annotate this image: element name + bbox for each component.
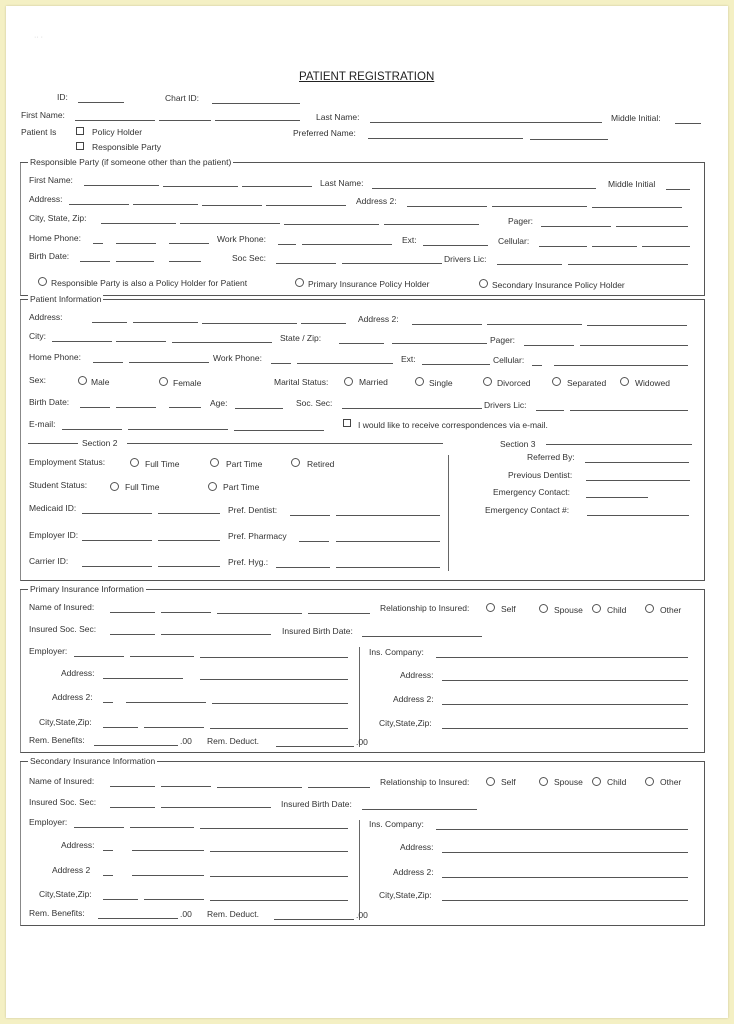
secondary-insurance-legend: Secondary Insurance Information [30, 756, 156, 766]
pi-zip-field[interactable] [210, 728, 348, 729]
pi-rem-deduct-cents: .00 [356, 737, 368, 747]
si-address2-right-field[interactable] [442, 877, 688, 878]
pt-state-zip-label: State / Zip: [280, 333, 322, 343]
rp-address2-label: Address 2: [356, 196, 397, 206]
si-relationship-label: Relationship to Insured: [380, 777, 470, 787]
rp-drivers-lic-field-2[interactable] [568, 264, 688, 265]
rp-pager-label: Pager: [508, 216, 534, 226]
pt-home-phone-label: Home Phone: [29, 352, 81, 362]
si-city-state-zip-label: City,State,Zip: [39, 889, 92, 899]
section3-rule [546, 444, 692, 445]
rp-zip-field-2[interactable] [384, 224, 479, 225]
s2-pref-hyg-field-2[interactable] [336, 567, 440, 568]
rp-first-name-field-3[interactable] [242, 186, 312, 187]
si-city-state-zip-right-field[interactable] [442, 900, 688, 901]
s2-full-time-radio[interactable] [130, 458, 139, 467]
pt-separated-label: Separated [567, 378, 607, 388]
pi-self-radio[interactable] [486, 603, 495, 612]
si-name-of-insured-label: Name of Insured: [29, 776, 95, 786]
pi-name-of-insured-field-2[interactable] [161, 612, 211, 613]
pi-city-field[interactable] [103, 727, 138, 728]
si-zip-field[interactable] [210, 900, 348, 901]
rp-city-state-zip-label: City, State, Zip: [29, 213, 87, 223]
section-divider [448, 455, 449, 571]
s2-medicaid-id-field-2[interactable] [158, 513, 220, 514]
s2-part-time-radio[interactable] [210, 458, 219, 467]
pi-address-right-field[interactable] [442, 680, 688, 681]
pt-email-field-3[interactable] [234, 430, 324, 431]
s3-emergency-contact-num-label: Emergency Contact #: [485, 505, 570, 515]
s3-previous-dentist-field[interactable] [586, 480, 690, 481]
si-rem-deduct-cents: .00 [356, 910, 368, 920]
pi-address-field-2[interactable] [200, 679, 348, 680]
s2-employer-id-label: Employer ID: [29, 530, 79, 540]
patient-is-label: Patient Is [21, 127, 57, 137]
pt-drivers-lic-field-2[interactable] [570, 410, 688, 411]
pt-address2-label: Address 2: [358, 314, 399, 324]
si-self-radio[interactable] [486, 777, 495, 786]
rp-address-field-3[interactable] [202, 205, 262, 206]
last-name-label: Last Name: [316, 112, 360, 122]
pt-work-phone-field[interactable] [297, 363, 393, 364]
si-rem-deduct-label: Rem. Deduct. [207, 909, 259, 919]
si-address-label: Address: [61, 840, 95, 850]
responsible-party-label: Responsible Party [92, 142, 161, 152]
pi-name-of-insured-field-3[interactable] [217, 613, 302, 614]
si-address-field[interactable] [103, 850, 113, 851]
si-spouse-radio[interactable] [539, 777, 548, 786]
first-name-label: First Name: [21, 110, 65, 120]
pt-single-radio[interactable] [415, 377, 424, 386]
pt-city-field-2[interactable] [116, 341, 166, 342]
pi-insured-soc-sec-field[interactable] [110, 634, 155, 635]
pi-rem-deduct-label: Rem. Deduct. [207, 736, 259, 746]
pi-address2-field[interactable] [103, 702, 113, 703]
first-name-field[interactable] [75, 120, 155, 121]
pi-rem-benefits-label: Rem. Benefits: [29, 735, 85, 745]
pt-married-radio[interactable] [344, 377, 353, 386]
rp-policy-holder-option: Responsible Party is also a Policy Holder for Patient [51, 278, 248, 288]
responsible-party-checkbox[interactable] [76, 142, 84, 150]
rp-zip-field[interactable] [284, 224, 379, 225]
id-field[interactable] [78, 102, 124, 103]
pt-address2-field-3[interactable] [587, 325, 687, 326]
rp-birth-date-field[interactable] [80, 261, 110, 262]
s2-pref-dentist-field[interactable] [290, 515, 330, 516]
s2-pref-hyg-field[interactable] [276, 567, 330, 568]
pt-zip-field[interactable] [392, 343, 487, 344]
s2-carrier-id-label: Carrier ID: [29, 556, 69, 566]
pt-female-label: Female [173, 378, 202, 388]
si-name-of-insured-field-4[interactable] [308, 787, 370, 788]
middle-initial-field[interactable] [675, 123, 701, 124]
rp-first-name-label: First Name: [29, 175, 73, 185]
pt-email-opt-label: I would like to receive correspondences via e-mail. [358, 420, 548, 430]
rp-address2-field-3[interactable] [592, 207, 682, 208]
pt-birth-date-field[interactable] [80, 407, 110, 408]
si-address-right-label: Address: [400, 842, 434, 852]
s2-student-full-label: Full Time [125, 482, 160, 492]
rp-ext-field[interactable] [423, 245, 488, 246]
pi-name-of-insured-field-4[interactable] [308, 613, 370, 614]
pi-spouse-radio[interactable] [539, 604, 548, 613]
si-child-radio[interactable] [592, 777, 601, 786]
rp-drivers-lic-field[interactable] [497, 264, 562, 265]
rp-cellular-label: Cellular: [498, 236, 530, 246]
pi-name-of-insured-field[interactable] [110, 612, 155, 613]
pi-address2-field-3[interactable] [212, 703, 348, 704]
policy-holder-checkbox[interactable] [76, 127, 84, 135]
rp-first-name-field-2[interactable] [163, 186, 238, 187]
rp-city-field[interactable] [101, 223, 176, 224]
pt-address2-field-2[interactable] [487, 324, 582, 325]
pt-marital-status-label: Marital Status: [274, 377, 329, 387]
pt-widowed-label: Widowed [635, 378, 670, 388]
preferred-name-field-2[interactable] [530, 139, 608, 140]
pt-divorced-radio[interactable] [483, 377, 492, 386]
pt-address-field-2[interactable] [133, 322, 198, 323]
pi-address2-field-2[interactable] [126, 702, 206, 703]
id-label: ID: [57, 92, 68, 102]
pt-birth-date-field-3[interactable] [169, 407, 201, 408]
pt-address-field[interactable] [92, 322, 127, 323]
pi-relationship-label: Relationship to Insured: [380, 603, 470, 613]
pt-address-field-4[interactable] [301, 323, 346, 324]
si-ins-company-field[interactable] [436, 829, 688, 830]
pt-city-field-3[interactable] [172, 342, 272, 343]
si-address2-label: Address 2 [52, 865, 91, 875]
pi-address2-right-field[interactable] [442, 704, 688, 705]
si-address-field-3[interactable] [210, 851, 348, 852]
first-name-field-3[interactable] [215, 120, 300, 121]
rp-middle-initial-label: Middle Initial [608, 179, 656, 189]
pi-other-radio[interactable] [645, 604, 654, 613]
s2-carrier-id-field-2[interactable] [158, 566, 220, 567]
rp-home-phone-label: Home Phone: [29, 233, 81, 243]
rp-soc-sec-field[interactable] [276, 263, 336, 264]
pt-sex-label: Sex: [29, 375, 47, 385]
pi-insured-birth-date-field[interactable] [362, 636, 482, 637]
s3-emergency-contact-num-field[interactable] [587, 515, 689, 516]
patient-information-legend: Patient Information [30, 294, 102, 304]
s2-retired-radio[interactable] [291, 458, 300, 467]
pt-divorced-label: Divorced [497, 378, 531, 388]
pt-cellular-area[interactable] [532, 365, 542, 366]
pi-address2-right-label: Address 2: [393, 694, 434, 704]
si-other-radio[interactable] [645, 777, 654, 786]
s2-student-part-radio[interactable] [208, 482, 217, 491]
pi-state-field[interactable] [144, 727, 204, 728]
pt-city-label: City: [29, 331, 46, 341]
rp-last-name-field[interactable] [372, 188, 596, 189]
si-address2-field-2[interactable] [132, 875, 204, 876]
s3-previous-dentist-label: Previous Dentist: [508, 470, 573, 480]
pt-pager-field[interactable] [524, 345, 574, 346]
s2-pref-pharmacy-field-2[interactable] [336, 541, 440, 542]
chart-id-label: Chart ID: [165, 93, 200, 103]
si-insured-birth-date-label: Insured Birth Date: [281, 799, 352, 809]
rp-soc-sec-field-2[interactable] [342, 263, 442, 264]
rp-birth-date-field-3[interactable] [169, 261, 201, 262]
rp-secondary-radio[interactable] [479, 279, 488, 288]
pt-address-field-3[interactable] [202, 323, 297, 324]
s2-pref-pharmacy-field[interactable] [299, 541, 329, 542]
rp-soc-sec-label: Soc Sec: [232, 253, 267, 263]
si-insured-birth-date-field[interactable] [362, 809, 477, 810]
s2-pref-hyg-label: Pref. Hyg.: [228, 557, 269, 567]
responsible-party-legend: Responsible Party (if someone other than the patient) [30, 157, 232, 167]
si-insured-soc-sec-field-2[interactable] [161, 807, 271, 808]
middle-initial-label: Middle Initial: [611, 113, 661, 123]
si-city-state-zip-right-label: City,State,Zip: [379, 890, 432, 900]
s2-employment-status-label: Employment Status: [29, 457, 106, 467]
rp-policy-holder-radio[interactable] [38, 277, 47, 286]
rp-pager-field-2[interactable] [616, 226, 688, 227]
rp-home-phone-area[interactable] [93, 243, 103, 244]
rp-work-phone-area[interactable] [278, 244, 296, 245]
pt-address2-field[interactable] [412, 324, 482, 325]
si-rem-benefits-cents: .00 [180, 909, 192, 919]
pt-ext-label: Ext: [401, 354, 416, 364]
rp-drivers-lic-label: Drivers Lic: [444, 254, 487, 264]
pi-ins-company-field[interactable] [436, 657, 688, 658]
s2-pref-dentist-field-2[interactable] [336, 515, 440, 516]
pi-employer-field[interactable] [74, 656, 124, 657]
section2-rule-right [127, 443, 443, 444]
pi-employer-label: Employer: [29, 646, 68, 656]
pt-married-label: Married [359, 377, 388, 387]
pt-male-label: Male [91, 377, 110, 387]
s2-student-status-label: Student Status: [29, 480, 88, 490]
pt-birth-date-label: Birth Date: [29, 397, 70, 407]
si-spouse-label: Spouse [554, 777, 583, 787]
pi-self-label: Self [501, 604, 516, 614]
rp-address2-field-2[interactable] [492, 206, 587, 207]
rp-secondary-option: Secondary Insurance Policy Holder [492, 280, 625, 290]
pt-city-field[interactable] [52, 341, 112, 342]
rp-work-phone-label: Work Phone: [217, 234, 266, 244]
si-other-label: Other [660, 777, 682, 787]
pt-birth-date-field-2[interactable] [116, 407, 156, 408]
pt-ext-field[interactable] [422, 364, 490, 365]
pt-age-field[interactable] [235, 408, 283, 409]
pi-insured-soc-sec-label: Insured Soc. Sec: [29, 624, 97, 634]
rp-address2-field[interactable] [407, 206, 487, 207]
s2-retired-label: Retired [307, 459, 335, 469]
rp-address-field-2[interactable] [133, 204, 198, 205]
si-city-field[interactable] [103, 899, 138, 900]
chart-id-field[interactable] [212, 103, 300, 104]
pi-name-of-insured-label: Name of Insured: [29, 602, 95, 612]
pt-widowed-radio[interactable] [620, 377, 629, 386]
patient-information-rule [20, 299, 705, 300]
pi-insured-birth-date-label: Insured Birth Date: [282, 626, 353, 636]
pt-pager-field-2[interactable] [580, 345, 688, 346]
s2-part-time-label: Part Time [226, 459, 263, 469]
section3-legend: Section 3 [500, 439, 536, 449]
rp-middle-initial-field[interactable] [666, 189, 690, 190]
si-rem-deduct-field[interactable] [274, 919, 354, 920]
rp-ext-label: Ext: [402, 235, 417, 245]
s3-emergency-contact-field[interactable] [586, 497, 648, 498]
pi-city-state-zip-right-field[interactable] [442, 728, 688, 729]
s2-pref-pharmacy-label: Pref. Pharmacy [228, 531, 287, 541]
s2-medicaid-id-label: Medicaid ID: [29, 503, 77, 513]
s3-referred-by-label: Referred By: [527, 452, 575, 462]
section2-rule-left [28, 443, 78, 444]
pt-email-field-2[interactable] [128, 429, 228, 430]
pt-email-label: E-mail: [29, 419, 56, 429]
pt-single-label: Single [429, 378, 453, 388]
si-address2-field-3[interactable] [210, 876, 348, 877]
pt-drivers-lic-label: Drivers Lic: [484, 400, 527, 410]
si-rem-benefits-field[interactable] [98, 918, 178, 919]
pt-address-label: Address: [29, 312, 63, 322]
si-insured-soc-sec-label: Insured Soc. Sec: [29, 797, 97, 807]
s2-student-part-label: Part Time [223, 482, 260, 492]
si-divider [359, 820, 360, 920]
pi-address-label: Address: [61, 668, 95, 678]
rp-cellular-field-2[interactable] [592, 246, 637, 247]
rp-cellular-field-3[interactable] [642, 246, 690, 247]
pi-city-state-zip-right-label: City,State,Zip: [379, 718, 432, 728]
rp-state-field[interactable] [180, 223, 280, 224]
preferred-name-field[interactable] [368, 138, 523, 139]
pi-child-radio[interactable] [592, 604, 601, 613]
pi-divider [359, 647, 360, 747]
rp-cellular-field[interactable] [539, 246, 587, 247]
pt-male-radio[interactable] [78, 376, 87, 385]
primary-insurance-legend: Primary Insurance Information [30, 584, 144, 594]
pi-other-label: Other [660, 605, 682, 615]
pi-city-state-zip-label: City,State,Zip: [39, 717, 92, 727]
s3-emergency-contact-label: Emergency Contact: [493, 487, 571, 497]
pi-rem-benefits-field[interactable] [94, 745, 178, 746]
si-state-field[interactable] [144, 899, 204, 900]
s2-medicaid-id-field[interactable] [82, 513, 152, 514]
pt-separated-radio[interactable] [552, 377, 561, 386]
pt-pager-label: Pager: [490, 335, 516, 345]
rp-pager-field[interactable] [541, 226, 611, 227]
s2-pref-dentist-label: Pref. Dentist: [228, 505, 278, 515]
s2-student-full-radio[interactable] [110, 482, 119, 491]
rp-birth-date-label: Birth Date: [29, 251, 70, 261]
si-name-of-insured-field-2[interactable] [161, 786, 211, 787]
si-employer-field-2[interactable] [130, 827, 194, 828]
pi-employer-field-3[interactable] [200, 657, 348, 658]
pi-rem-deduct-field[interactable] [276, 746, 354, 747]
s2-carrier-id-field[interactable] [82, 566, 152, 567]
pt-female-radio[interactable] [159, 377, 168, 386]
pi-ins-company-label: Ins. Company: [369, 647, 424, 657]
form-page [6, 6, 728, 1018]
s3-referred-by-field[interactable] [585, 462, 689, 463]
si-address2-field[interactable] [103, 875, 113, 876]
pt-home-phone-area[interactable] [93, 362, 123, 363]
rp-address-field-4[interactable] [266, 205, 346, 206]
pi-address2-label: Address 2: [52, 692, 93, 702]
s2-full-time-label: Full Time [145, 459, 180, 469]
si-address-right-field[interactable] [442, 852, 688, 853]
s2-employer-id-field-2[interactable] [158, 540, 220, 541]
pi-address-field[interactable] [103, 678, 183, 679]
si-name-of-insured-field[interactable] [110, 786, 155, 787]
form-title: PATIENT REGISTRATION [299, 71, 435, 83]
rp-address-label: Address: [29, 194, 63, 204]
pi-address-right-label: Address: [400, 670, 434, 680]
si-employer-field[interactable] [74, 827, 124, 828]
pi-employer-field-2[interactable] [130, 656, 194, 657]
si-self-label: Self [501, 777, 516, 787]
first-name-field-2[interactable] [159, 120, 211, 121]
pi-insured-soc-sec-field-2[interactable] [161, 634, 271, 635]
rp-primary-option: Primary Insurance Policy Holder [308, 279, 430, 289]
si-address-field-2[interactable] [132, 850, 204, 851]
pt-home-phone-field[interactable] [129, 362, 209, 363]
pt-email-field[interactable] [62, 429, 122, 430]
si-address2-right-label: Address 2: [393, 867, 434, 877]
si-employer-field-3[interactable] [200, 828, 348, 829]
rp-primary-radio[interactable] [295, 278, 304, 287]
section2-legend: Section 2 [82, 438, 118, 448]
rp-address-field[interactable] [69, 204, 129, 205]
policy-holder-label: Policy Holder [92, 127, 143, 137]
scan-mark: ·· · [34, 34, 43, 41]
pi-child-label: Child [607, 605, 627, 615]
pt-soc-sec-field[interactable] [342, 408, 482, 409]
preferred-name-label: Preferred Name: [293, 128, 356, 138]
pi-spouse-label: Spouse [554, 605, 583, 615]
pt-cellular-field[interactable] [554, 365, 688, 366]
pt-soc-sec-label: Soc. Sec: [296, 398, 333, 408]
rp-home-phone-field-2[interactable] [169, 243, 209, 244]
pt-cellular-label: Cellular: [493, 355, 525, 365]
pt-email-opt-checkbox[interactable] [343, 419, 351, 427]
pt-drivers-lic-field[interactable] [536, 410, 564, 411]
si-rem-benefits-label: Rem. Benefits: [29, 908, 85, 918]
s2-employer-id-field[interactable] [82, 540, 152, 541]
rp-birth-date-field-2[interactable] [116, 261, 154, 262]
rp-work-phone-field[interactable] [302, 244, 392, 245]
pt-work-phone-area[interactable] [271, 363, 291, 364]
pt-state-field[interactable] [339, 343, 384, 344]
last-name-field[interactable] [370, 122, 602, 123]
rp-last-name-label: Last Name: [320, 178, 364, 188]
si-child-label: Child [607, 777, 627, 787]
si-ins-company-label: Ins. Company: [369, 819, 424, 829]
si-name-of-insured-field-3[interactable] [217, 787, 302, 788]
pt-age-label: Age: [210, 398, 228, 408]
pt-work-phone-label: Work Phone: [213, 353, 262, 363]
si-insured-soc-sec-field[interactable] [110, 807, 155, 808]
rp-first-name-field[interactable] [84, 185, 159, 186]
si-employer-label: Employer: [29, 817, 68, 827]
rp-home-phone-field[interactable] [116, 243, 156, 244]
pi-rem-benefits-cents: .00 [180, 736, 192, 746]
